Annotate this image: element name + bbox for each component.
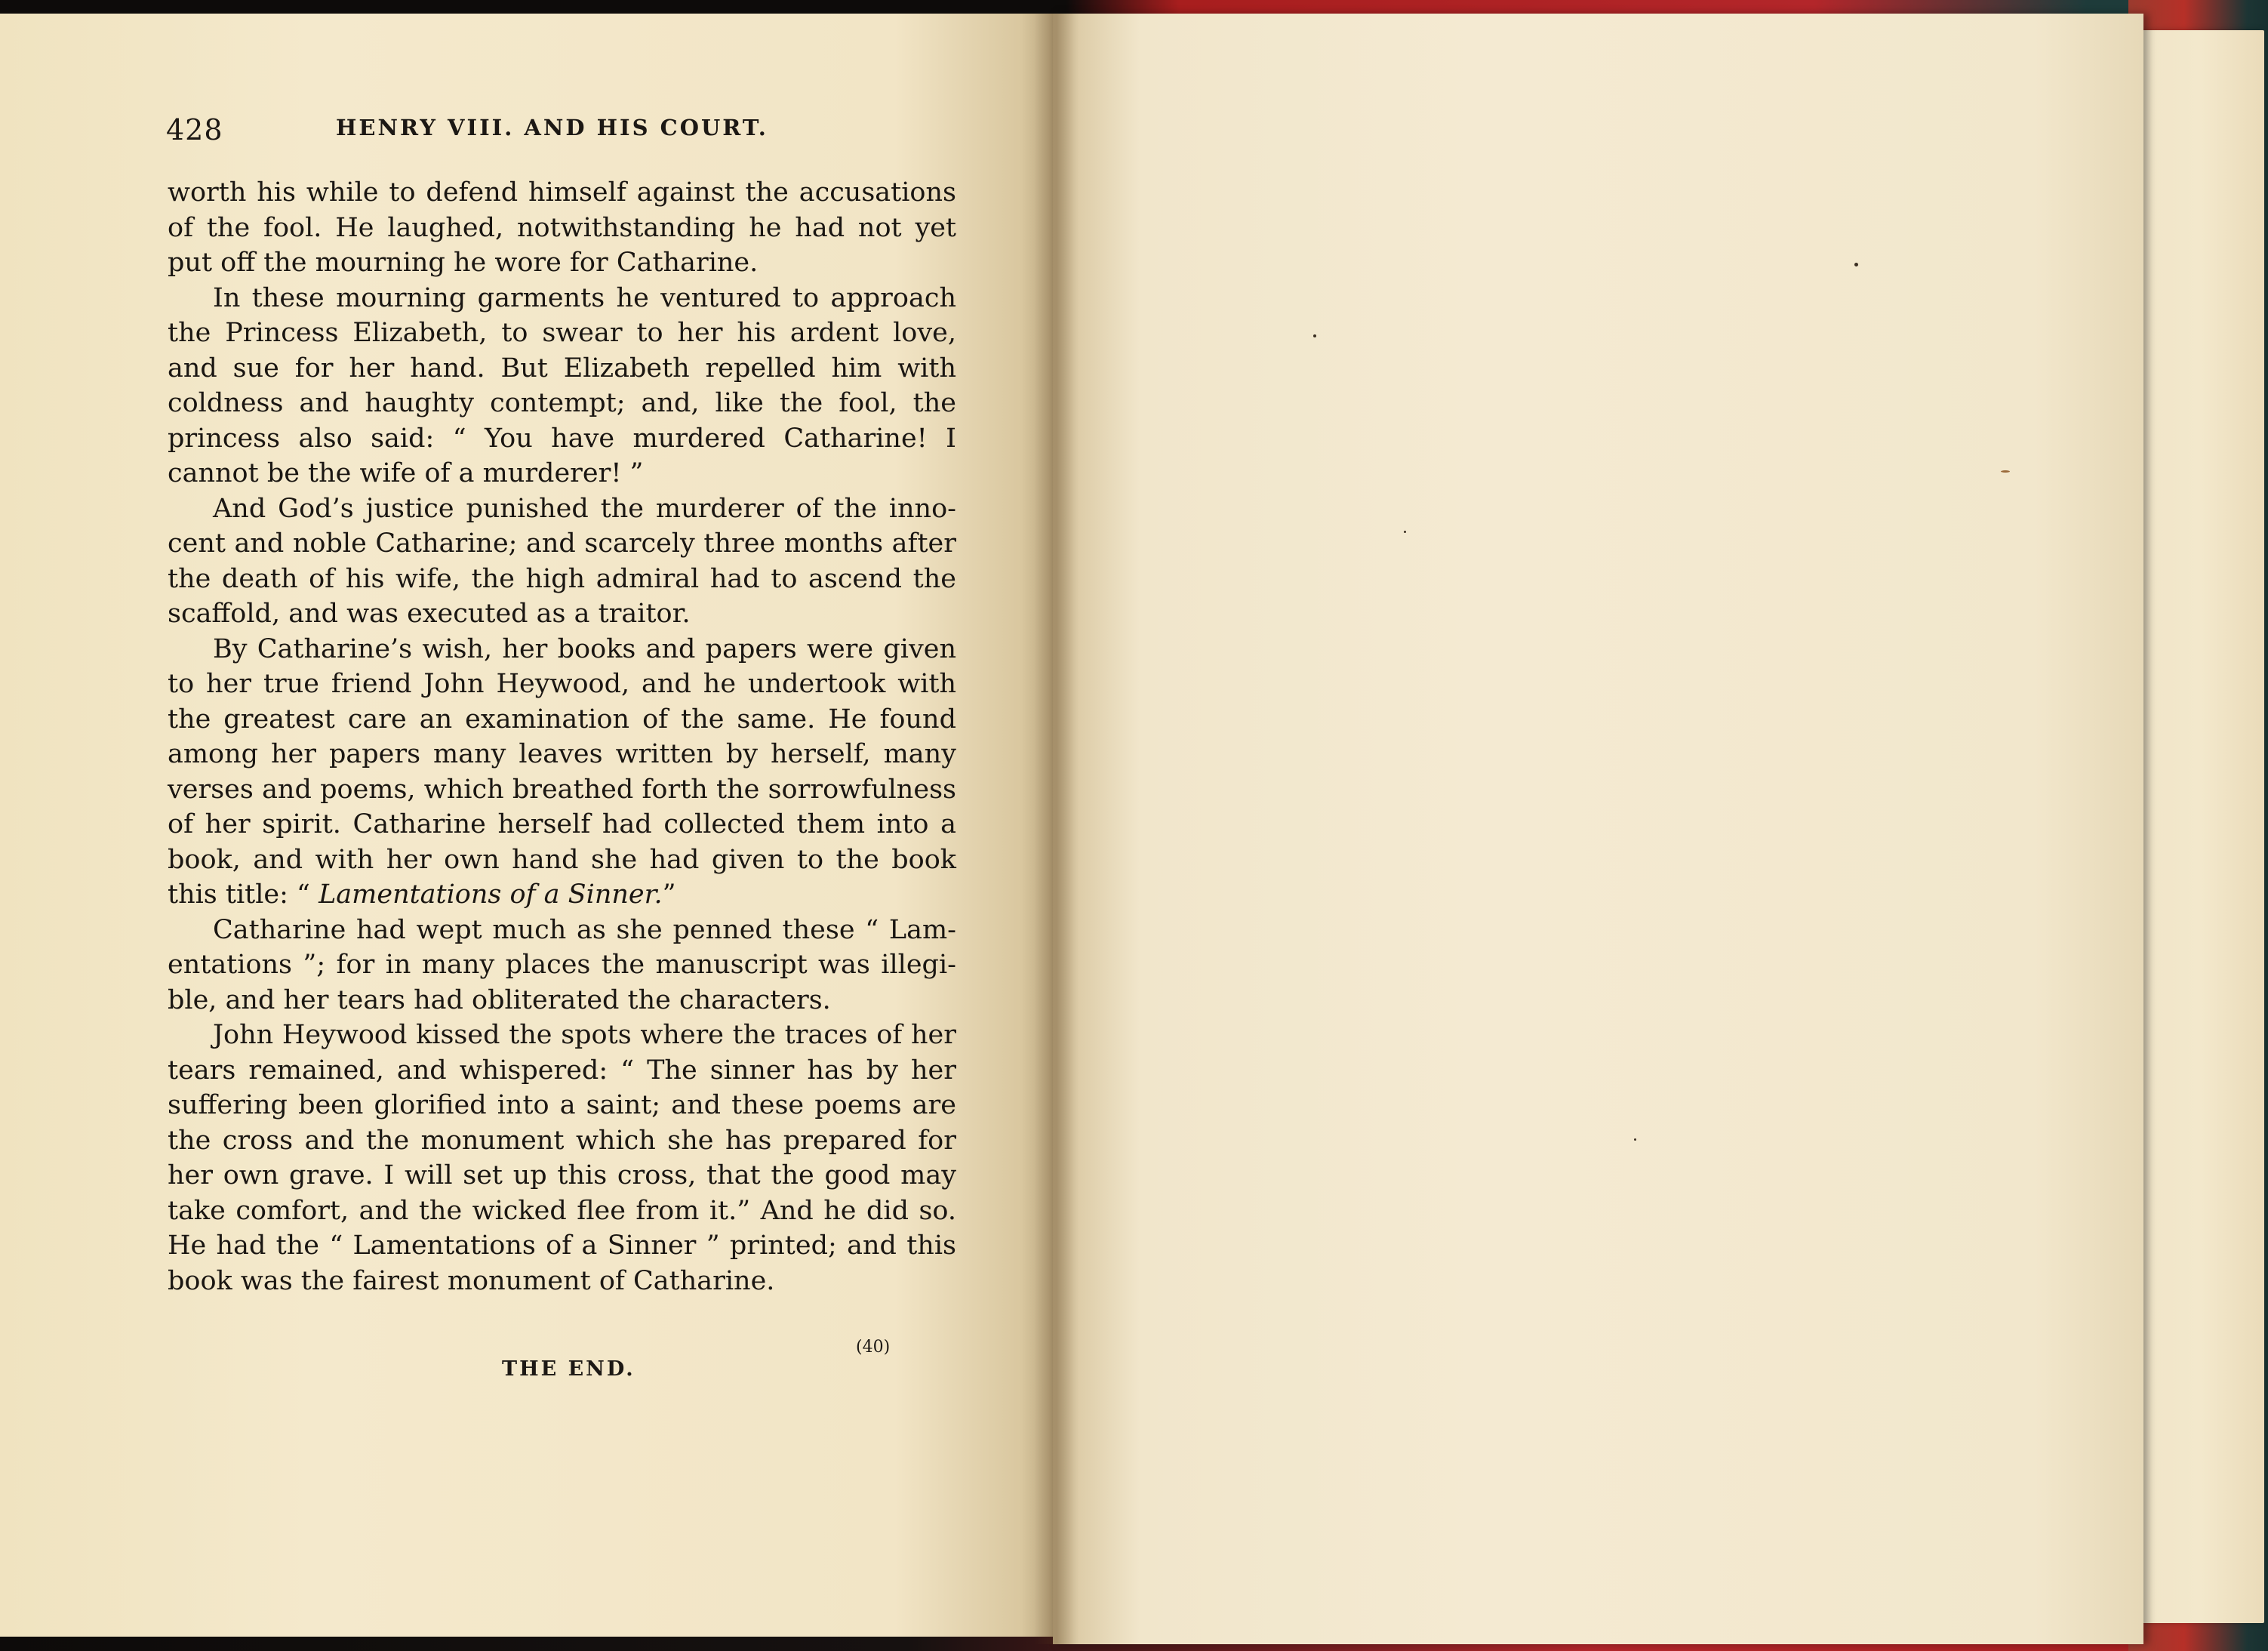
paragraph-text: ” [662,879,676,910]
paragraph-text: In these mourning garments he ventured to approach the Princess Elizabeth, to swear to her his ardent love, and sue for her hand. But Elizabeth repelled him with coldness and haughty contempt; and, like the fool, the princess also said: “ You have murdered Catharine! I cannot be the wife of a murderer! ” [168,282,956,488]
paragraph [168,491,956,632]
right-page [1053,14,2143,1644]
paragraph-text: By Catharine’s wish, her books and papers were given to her true friend John Heywood, and he undertook with the greatest care an examination of the same. He found among her papers many leaves written by herself, many verses and poems, which breathed forth the sorrowfulness of her spirit. Catharine herself had collected them into a book, and with her own hand she had given to the book this title: “ [168,633,956,910]
paragraph [168,175,956,281]
paragraph-text: And God’s justice punished the murderer of the innocent and noble Catharine; and scarcely three months after the death of his wife, the high admiral had to ascend the scaffold, and was executed as a traitor. [168,493,956,629]
paragraph-text: worth his while to defend himself against the accusations of the fool. He laughed, notwithstanding he had not yet put off the mourning he wore for Catharine. [168,177,956,278]
paragraph [168,632,956,913]
signature-mark: (40) [856,1338,891,1357]
paper-speck [1313,334,1316,337]
paragraph-text: Catharine had wept much as she penned these “ Lamentations ”; for in many places the manuscript was illegible, and her tears had obliterated the characters. [168,914,956,1015]
paper-speck [1404,531,1406,533]
paragraph [168,913,956,1018]
paragraph [168,281,956,491]
body-text [168,175,956,1298]
paper-speck [1854,263,1858,266]
the-end-label: THE END. [502,1357,635,1381]
italic-title-text: Lamentations of a Sinner. [319,879,663,910]
paper-speck [1634,1138,1636,1141]
paragraph-text: John Heywood kissed the spots where the traces of her tears remained, and whispered: “ The sinner has by her suffering been glorified into a saint; and these poems are the cross and the monument which she has prepared for her own grave. I will set up this cross, that the good may take comfort, and the wicked flee from it.” And he did so. He had the “ Lamentations of a Sinner ” printed; and this book was the fairest monument of Catharine. [168,1020,956,1296]
paragraph [168,1018,956,1298]
paper-speck [2001,470,2010,473]
page-number: 428 [166,113,223,146]
running-head [166,113,959,151]
running-title: HENRY VIII. AND HIS COURT. [336,115,768,140]
gutter-shadow [1034,14,1079,1644]
